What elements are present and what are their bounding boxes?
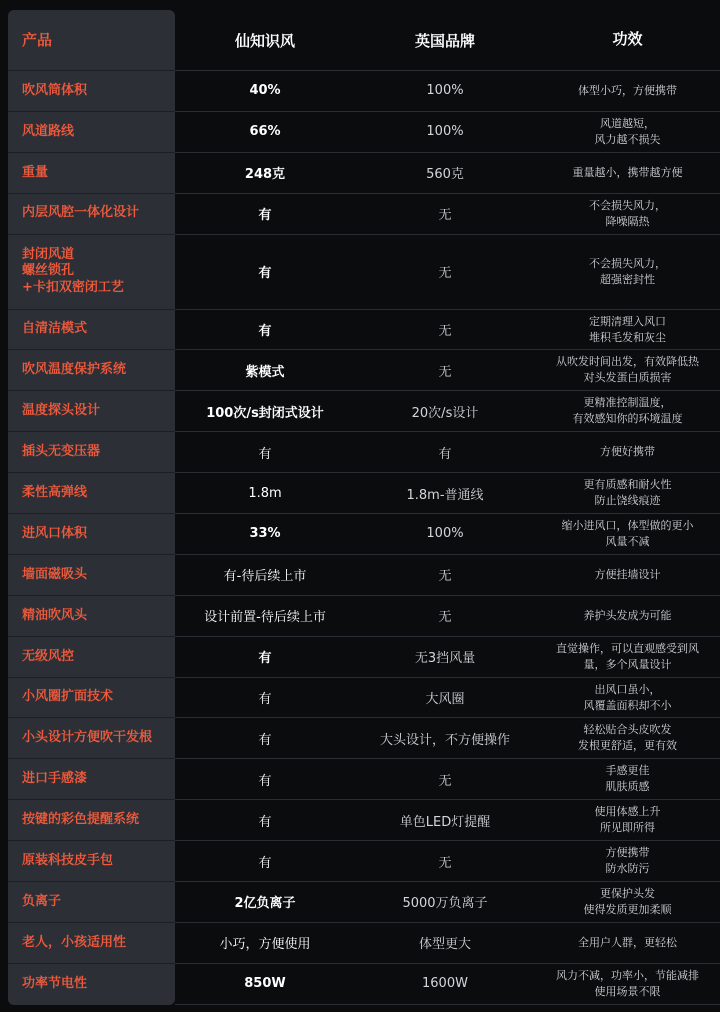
table-row <box>8 555 720 596</box>
effect-cell: 缩小进风口，体型做的更小 风量不减 <box>535 514 720 555</box>
feature-cell: 插头无变压器 <box>8 432 175 473</box>
feature-cell: 温度探头设计 <box>8 391 175 432</box>
effect-cell: 不会损失风力， 超强密封性 <box>535 235 720 310</box>
header-product: 产品 <box>8 10 175 71</box>
brand-a-cell: 有 <box>175 718 355 759</box>
feature-cell: 自清洁模式 <box>8 310 175 351</box>
table-row <box>8 964 720 1005</box>
brand-a-cell: 有 <box>175 235 355 310</box>
table-header-row <box>8 10 720 71</box>
feature-cell: 进口手感漆 <box>8 759 175 800</box>
table-row <box>8 759 720 800</box>
table-row <box>8 350 720 391</box>
brand-a-cell: 有 <box>175 841 355 882</box>
table-row <box>8 637 720 678</box>
brand-b-cell: 5000万负离子 <box>355 882 535 923</box>
brand-a-cell: 2亿负离子 <box>175 882 355 923</box>
header-brand-a: 仙知识风 <box>175 10 355 71</box>
brand-b-cell: 单色LED灯提醒 <box>355 800 535 841</box>
table-row <box>8 153 720 194</box>
table-row <box>8 718 720 759</box>
table-row <box>8 923 720 964</box>
feature-cell: 精油吹风头 <box>8 596 175 637</box>
brand-a-cell: 有 <box>175 759 355 800</box>
effect-cell: 养护头发成为可能 <box>535 596 720 637</box>
feature-cell: 柔性高弹线 <box>8 473 175 514</box>
feature-cell: 风道路线 <box>8 112 175 153</box>
brand-a-cell: 有 <box>175 310 355 351</box>
feature-cell: 负离子 <box>8 882 175 923</box>
effect-cell: 手感更佳 肌肤质感 <box>535 759 720 800</box>
effect-cell: 更精准控制温度， 有效感知你的环境温度 <box>535 391 720 432</box>
brand-b-cell: 无 <box>355 555 535 596</box>
table-row <box>8 841 720 882</box>
header-effect: 功效 <box>535 10 720 71</box>
table-row <box>8 310 720 351</box>
brand-a-cell: 248克 <box>175 153 355 194</box>
effect-cell: 出风口虽小， 风覆盖面积却不小 <box>535 678 720 719</box>
feature-cell: 吹风筒体积 <box>8 71 175 112</box>
effect-cell: 从吹发时间出发，有效降低热 对头发蛋白质损害 <box>535 350 720 391</box>
brand-a-cell: 有 <box>175 432 355 473</box>
brand-a-cell: 66% <box>175 112 355 153</box>
brand-b-cell: 有 <box>355 432 535 473</box>
effect-cell: 风道越短， 风力越不损失 <box>535 112 720 153</box>
header-brand-b: 英国品牌 <box>355 10 535 71</box>
effect-cell: 定期清理入风口 堆积毛发和灰尘 <box>535 310 720 351</box>
brand-a-cell: 850W <box>175 964 355 1005</box>
table-row <box>8 800 720 841</box>
feature-cell: 墙面磁吸头 <box>8 555 175 596</box>
brand-b-cell: 无 <box>355 310 535 351</box>
brand-b-cell: 无 <box>355 350 535 391</box>
effect-cell: 方便挂墙设计 <box>535 555 720 596</box>
brand-a-cell: 有 <box>175 800 355 841</box>
brand-b-cell: 560克 <box>355 153 535 194</box>
feature-cell: 内层风腔一体化设计 <box>8 194 175 235</box>
brand-b-cell: 无 <box>355 759 535 800</box>
table-row <box>8 112 720 153</box>
brand-b-cell: 1600W <box>355 964 535 1005</box>
brand-a-cell: 有 <box>175 637 355 678</box>
effect-cell: 方便好携带 <box>535 432 720 473</box>
brand-a-cell: 有 <box>175 678 355 719</box>
brand-b-cell: 无 <box>355 841 535 882</box>
brand-b-cell: 100% <box>355 71 535 112</box>
effect-cell: 全用户人群，更轻松 <box>535 923 720 964</box>
table-row <box>8 514 720 555</box>
feature-cell: 小风圈扩面技术 <box>8 678 175 719</box>
table-row <box>8 473 720 514</box>
brand-a-cell: 有 <box>175 194 355 235</box>
brand-a-cell: 40% <box>175 71 355 112</box>
effect-cell: 直觉操作，可以直观感受到风 量，多个风量设计 <box>535 637 720 678</box>
table-body <box>8 71 720 1005</box>
brand-a-cell: 100次/s封闭式设计 <box>175 391 355 432</box>
brand-b-cell: 无 <box>355 235 535 310</box>
effect-cell: 轻松贴合头皮吹发 发根更舒适，更有效 <box>535 718 720 759</box>
feature-cell: 小头设计方便吹干发根 <box>8 718 175 759</box>
table-row <box>8 391 720 432</box>
brand-b-cell: 1.8m-普通线 <box>355 473 535 514</box>
brand-a-cell: 1.8m <box>175 473 355 514</box>
effect-cell: 重量越小，携带越方便 <box>535 153 720 194</box>
brand-b-cell: 100% <box>355 112 535 153</box>
brand-a-cell: 33% <box>175 514 355 555</box>
feature-cell: 重量 <box>8 153 175 194</box>
brand-b-cell: 大头设计，不方便操作 <box>355 718 535 759</box>
effect-cell: 更保护头发 使得发质更加柔顺 <box>535 882 720 923</box>
feature-cell: 封闭风道 螺丝锁孔 +卡扣双密闭工艺 <box>8 235 175 310</box>
comparison-table <box>8 10 720 1005</box>
effect-cell: 使用体感上升 所见即所得 <box>535 800 720 841</box>
brand-b-cell: 100% <box>355 514 535 555</box>
brand-b-cell: 大风圈 <box>355 678 535 719</box>
brand-b-cell: 无 <box>355 596 535 637</box>
feature-cell: 进风口体积 <box>8 514 175 555</box>
feature-cell: 老人，小孩适用性 <box>8 923 175 964</box>
feature-cell: 无级风控 <box>8 637 175 678</box>
table-row <box>8 235 720 310</box>
brand-a-cell: 设计前置-待后续上市 <box>175 596 355 637</box>
brand-b-cell: 20次/s设计 <box>355 391 535 432</box>
brand-b-cell: 体型更大 <box>355 923 535 964</box>
brand-b-cell: 无 <box>355 194 535 235</box>
effect-cell: 方便携带 防水防污 <box>535 841 720 882</box>
feature-cell: 吹风温度保护系统 <box>8 350 175 391</box>
effect-cell: 风力不减，功率小，节能减排 使用场景不限 <box>535 964 720 1005</box>
table-row <box>8 678 720 719</box>
feature-cell: 原装科技皮手包 <box>8 841 175 882</box>
table-row <box>8 432 720 473</box>
feature-cell: 按键的彩色提醒系统 <box>8 800 175 841</box>
brand-b-cell: 无3挡风量 <box>355 637 535 678</box>
effect-cell: 体型小巧，方便携带 <box>535 71 720 112</box>
table-row <box>8 71 720 112</box>
effect-cell: 更有质感和耐火性 防止饶线痕迹 <box>535 473 720 514</box>
table-row <box>8 194 720 235</box>
brand-a-cell: 小巧，方便使用 <box>175 923 355 964</box>
table-row <box>8 882 720 923</box>
feature-cell: 功率节电性 <box>8 964 175 1005</box>
effect-cell: 不会损失风力， 降噪隔热 <box>535 194 720 235</box>
brand-a-cell: 有-待后续上市 <box>175 555 355 596</box>
brand-a-cell: 紫模式 <box>175 350 355 391</box>
table-row <box>8 596 720 637</box>
